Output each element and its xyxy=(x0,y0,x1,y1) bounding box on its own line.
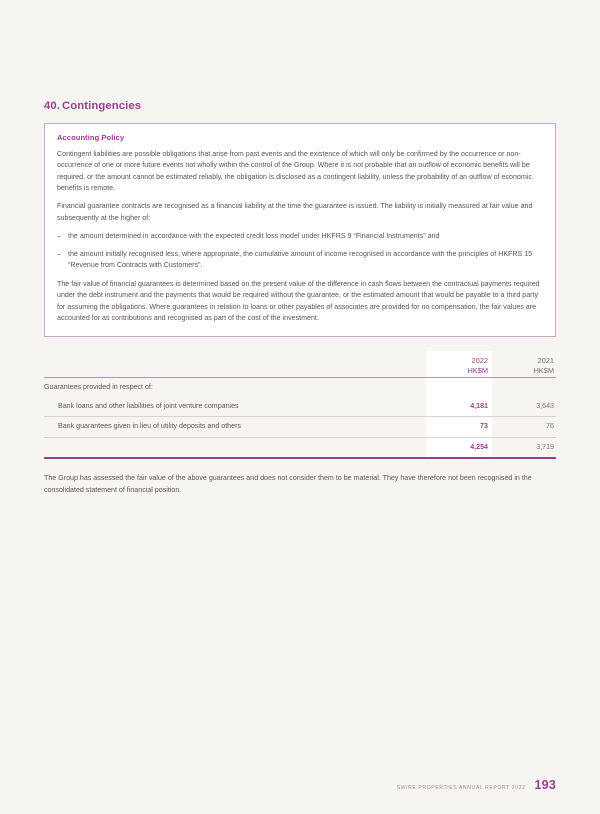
page-title xyxy=(44,100,556,114)
row-value-2021: 3,643 xyxy=(492,397,556,417)
contingencies-table xyxy=(44,351,556,457)
table-row xyxy=(44,397,556,417)
row-value-2021: 76 xyxy=(492,417,556,437)
list-item-text: the amount determined in accordance with the expected credit loss model under HKFRS 9 “Financial Instruments” and xyxy=(68,232,440,241)
footer-publication: SWIRE PROPERTIES ANNUAL REPORT 2022 xyxy=(396,785,526,791)
row-label: Guarantees provided in respect of: xyxy=(44,382,153,391)
section-number: 40. xyxy=(44,100,61,112)
policy-paragraph-2: Financial guarantee contracts are recognised as a financial liability at the time the guarantee is issued. The liability is initially measured at fair value and subsequently at the higher of: xyxy=(57,202,533,222)
row-value-2022: 4,181 xyxy=(426,397,492,417)
bullet-dash-icon: – xyxy=(57,249,61,258)
table-bottom-rule xyxy=(44,457,556,459)
policy-paragraph-3: The fair value of financial guarantees is determined based on the present value of the difference in cash flows between the contractual payments required under the debt instrument and the payments that would be required without the guarantee, or the estimated amount that would be payable to a third party for assuming the obligations. Where guarantees in relation to loans or other payables of associates are provided for no compensation, the fair values are accounted for as contributions and recognised as part of the cost of the investment. xyxy=(57,279,540,323)
table-header-2021 xyxy=(492,351,556,377)
total-value-2022: 4,254 xyxy=(426,437,492,457)
total-value-2021: 3,719 xyxy=(536,442,554,451)
closing-paragraph: The Group has assessed the fair value of the above guarantees and does not consider them to be material. They have therefore not been recognised in the consolidated statement of financial position. xyxy=(44,474,532,494)
row-value-2022 xyxy=(426,378,492,397)
header-currency-2022: HK$M xyxy=(467,366,488,376)
row-value-2022: 73 xyxy=(426,417,492,437)
table-total-row xyxy=(44,437,556,457)
accounting-policy-box xyxy=(44,123,556,337)
contingencies-table-wrapper xyxy=(44,351,556,459)
header-currency-2021: HK$M xyxy=(533,366,554,376)
policy-bullet-list xyxy=(57,231,543,271)
header-year-2021: 2021 xyxy=(537,355,554,365)
row-label: Bank loans and other liabilities of joint venture companies xyxy=(44,397,426,417)
page-content xyxy=(44,100,556,503)
list-item-text: the amount initially recognised less, where appropriate, the cumulative amount of income recognised in accordance with the principles of HKFRS 15 “Revenue from Contracts with Customers”. xyxy=(68,249,533,270)
row-value-2021 xyxy=(492,378,556,397)
accounting-policy-heading: Accounting Policy xyxy=(57,132,125,142)
bullet-dash-icon: – xyxy=(57,232,61,241)
page-footer xyxy=(397,778,556,792)
total-label xyxy=(44,437,426,457)
list-item xyxy=(57,231,543,242)
policy-paragraph-1: Contingent liabilities are possible obligations that arise from past events and the existence of which will only be confirmed by the occurrence or non-occurrence of one or more future events not wholly within the control of the Group. Where it is not probable that an outflow of economic benefits will be required, or the amount cannot be estimated reliably, the obligation is disclosed as a contingent liability, unless the probability of an outflow of economic benefits is remote. xyxy=(57,149,532,192)
table-row xyxy=(44,378,556,397)
row-label: Bank guarantees given in lieu of utility deposits and others xyxy=(44,417,426,437)
table-header-row xyxy=(44,351,556,377)
table-row xyxy=(44,417,556,437)
section-title: Contingencies xyxy=(62,100,142,112)
header-year-2022: 2022 xyxy=(471,355,488,365)
table-header-2022 xyxy=(426,351,492,377)
list-item xyxy=(57,249,543,272)
footer-page-number: 193 xyxy=(534,778,556,792)
table-header-label xyxy=(44,351,426,377)
